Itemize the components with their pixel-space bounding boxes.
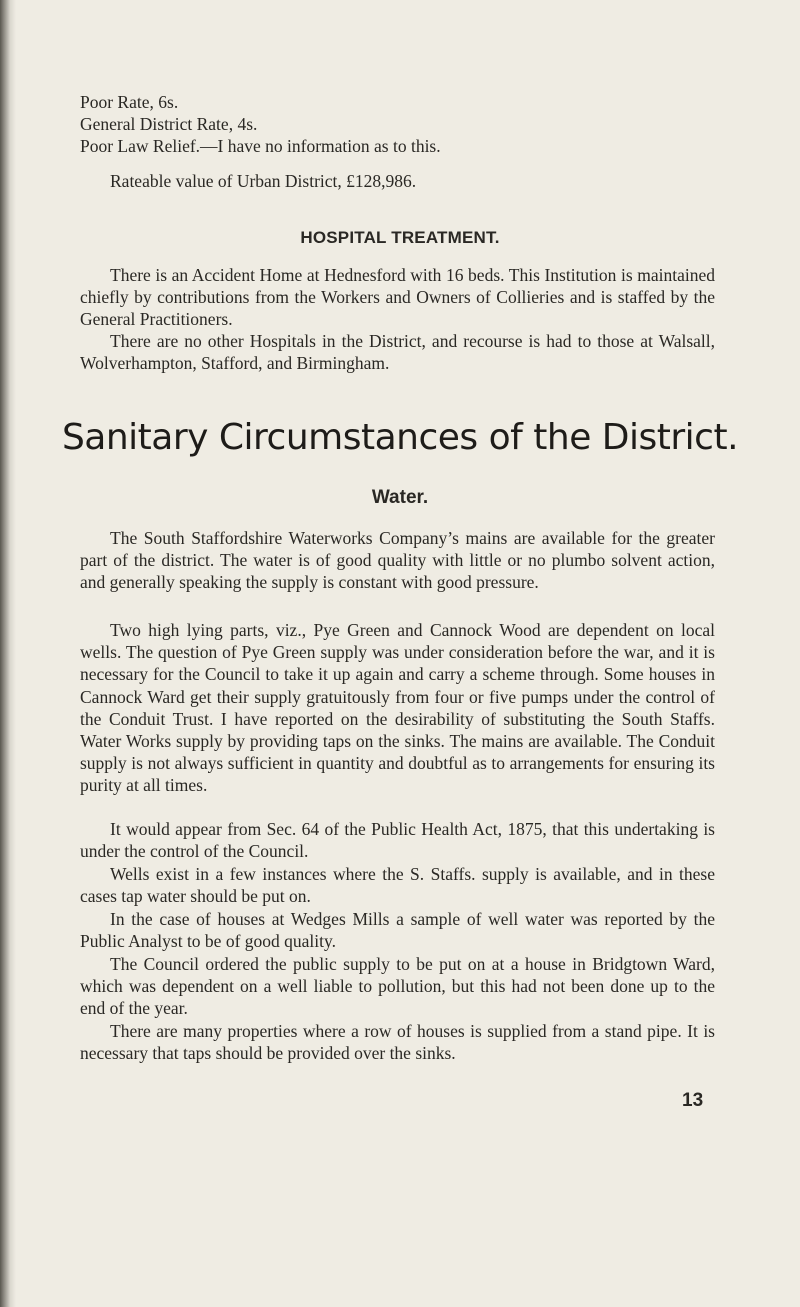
general-district-rate-line: General District Rate, 4s. [80,114,258,134]
water-paragraph-2: Two high lying parts, viz., Pye Green and Cannock Wood are dependent on local wells. The question of Pye Green supply was under consideration before the war, and it is necessary for the Council to take it up again and carry a scheme through. Some houses in Cannock Ward get their supply gratuitously from four or five pumps under the control of the Conduit Trust. I have reported on the desirability of substituting the South Staffs. Water Works supply by providing taps on the sinks. The mains are available. The Conduit supply is not always sufficient in quantity and doubtful as to arrangements for ensuring its purity at all times. [80,620,715,796]
water-paragraph-4: Wells exist in a few instances where the S. Staffs. supply is available, and in these cases tap water should be put on. [80,864,715,907]
water-subheading: Water. [371,487,429,508]
water-paragraph-1: The South Staffordshire Waterworks Company’s mains are available for the greater part of the district. The water is of good quality with little or no plumbo solvent action, and generally speaking the supply is constant with good pressure. [80,528,715,593]
hospital-treatment-heading: HOSPITAL TREATMENT. [300,228,500,247]
page-binding-edge [0,0,10,1307]
sanitary-circumstances-heading: Sanitary Circumstances of the District. [61,417,739,458]
page-number: 13 [682,1090,704,1111]
poor-rate-line: Poor Rate, 6s. [80,92,179,112]
poor-law-relief-line: Poor Law Relief.—I have no information as to this. [80,136,441,156]
rateable-value-line: Rateable value of Urban District, £128,986. [110,171,417,191]
hospital-paragraph-1: There is an Accident Home at Hednesford with 16 beds. This Institution is maintained chiefly by contributions from the Workers and Owners of Collieries and is staffed by the General Practitioners. [80,265,715,330]
water-paragraph-3: It would appear from Sec. 64 of the Public Health Act, 1875, that this undertaking is under the control of the Council. [80,819,715,862]
page-binding-shadow [10,0,16,1307]
hospital-paragraph-2: There are no other Hospitals in the District, and recourse is had to those at Walsall, Wolverhampton, Stafford, and Birmingham. [80,331,715,374]
water-paragraph-5: In the case of houses at Wedges Mills a sample of well water was reported by the Public Analyst to be of good quality. [80,909,715,952]
water-paragraph-6: The Council ordered the public supply to be put on at a house in Bridgtown Ward, which was dependent on a well liable to pollution, but this had not been done up to the end of the year. [80,954,715,1019]
water-paragraph-7: There are many properties where a row of houses is supplied from a stand pipe. It is necessary that taps should be provided over the sinks. [80,1021,715,1064]
